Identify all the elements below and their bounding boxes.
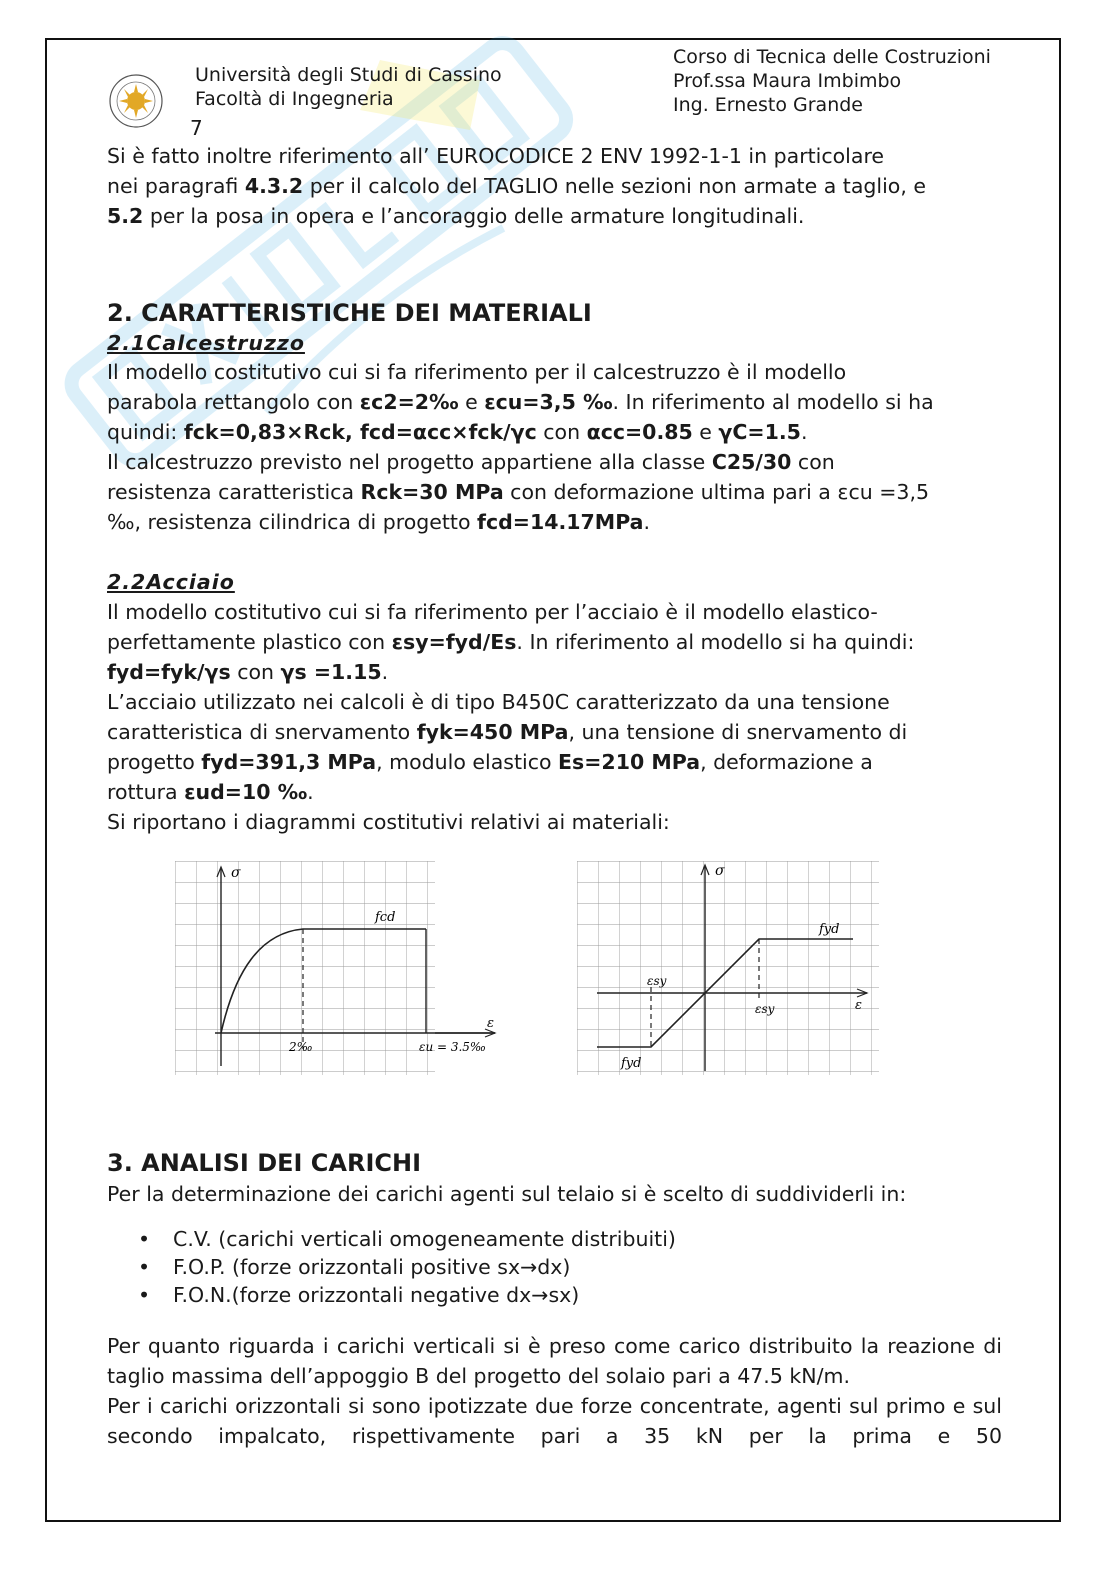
steel-line-3: fyd=fyk/γs con γs =1.15. xyxy=(107,660,389,684)
steel-line-2: perfettamente plastico con εsy=fyd/Es. In riferimento al modello si ha quindi: xyxy=(107,630,915,654)
concrete-line-4: Il calcestruzzo previsto nel progetto appartiene alla classe C25/30 con xyxy=(107,450,835,474)
faculty-name: Facoltà di Ingegneria xyxy=(195,88,394,110)
engineer-name: Ing. Ernesto Grande xyxy=(673,94,863,116)
list-item: • C.V. (carichi verticali omogeneamente distribuiti) xyxy=(107,1225,1002,1253)
concrete-line-2: parabola rettangolo con εc2=2‰ e εcu=3,5 ‰. In riferimento al modello si ha xyxy=(107,390,934,414)
concrete-fcd-label: fcd xyxy=(375,910,396,925)
page-content xyxy=(107,141,1002,1451)
concrete-heading: 2.1Calcestruzzo xyxy=(107,331,305,355)
university-name: Università degli Studi di Cassino xyxy=(195,64,502,86)
section-2-title: 2. CARATTERISTICHE DEI MATERIALI xyxy=(107,299,592,327)
steel-heading: 2.2Acciaio xyxy=(107,570,235,594)
list-item: • F.O.N.(forze orizzontali negative dx→sx) xyxy=(107,1281,1002,1309)
steel-line-1: Il modello costitutivo cui si fa riferimento per l’acciaio è il modello elastico- xyxy=(107,600,878,624)
university-seal-logo xyxy=(108,70,164,132)
load-types-list xyxy=(107,1225,1002,1309)
concrete-line-1: Il modello costitutivo cui si fa riferimento per il calcestruzzo è il modello xyxy=(107,360,847,384)
section-3-intro: Per la determinazione dei carichi agenti sul telaio si è scelto di suddividerli in: xyxy=(107,1182,907,1206)
grid xyxy=(577,861,879,1075)
vertical-loads-paragraph: Per quanto riguarda i carichi verticali si è preso come carico distribuito la reazione di taglio massima dell’appoggio B del progetto del solaio pari a 47.5 kN/m. xyxy=(107,1334,1002,1388)
steel-line-5: caratteristica di snervamento fyk=450 MPa, una tensione di snervamento di xyxy=(107,720,908,744)
professor-name: Prof.ssa Maura Imbimbo xyxy=(673,70,902,92)
steel-diagram xyxy=(577,861,879,1075)
steel-sigma-label: σ xyxy=(715,863,725,879)
concrete-line-5: resistenza caratteristica Rck=30 MPa con deformazione ultima pari a εcu =3,5 xyxy=(107,480,930,504)
horizontal-loads-paragraph: Per i carichi orizzontali si sono ipotizzate due forze concentrate, agenti sul primo e sul secondo impalcato, rispettivamente pari a 35 kN per la prima e 50 xyxy=(107,1394,1002,1448)
constitutive-diagrams xyxy=(107,861,1002,1117)
concrete-epsilon-label: ε xyxy=(487,1016,494,1031)
intro-line-1: Si è fatto inoltre riferimento all’ EUROCODICE 2 ENV 1992-1-1 in particolare xyxy=(107,144,885,168)
steel-esy-right-label: εsy xyxy=(755,1002,775,1016)
steel-epsilon-label: ε xyxy=(855,998,862,1013)
steel-line-8: Si riportano i diagrammi costitutivi relativi ai materiali: xyxy=(107,810,670,834)
concrete-sigma-label: σ xyxy=(231,865,241,881)
page-number: 7 xyxy=(190,116,203,140)
concrete-line-6: ‰, resistenza cilindrica di progetto fcd=14.17MPa. xyxy=(107,510,651,534)
steel-line-6: progetto fyd=391,3 MPa, modulo elastico Es=210 MPa, deformazione a xyxy=(107,750,873,774)
steel-esy-left-label: εsy xyxy=(647,974,667,988)
section-3-title: 3. ANALISI DEI CARICHI xyxy=(107,1149,422,1177)
intro-line-2: nei paragrafi 4.3.2 per il calcolo del TAGLIO nelle sezioni non armate a taglio, e xyxy=(107,174,926,198)
intro-line-3: 5.2 per la posa in opera e l’ancoraggio delle armature longitudinali. xyxy=(107,204,805,228)
list-item: • F.O.P. (forze orizzontali positive sx→dx) xyxy=(107,1253,1002,1281)
concrete-line-3: quindi: fck=0,83×Rck, fcd=αcc×fck/γc con αcc=0.85 e γC=1.5. xyxy=(107,420,808,444)
concrete-eu-label: εu = 3.5‰ xyxy=(419,1040,487,1054)
steel-fyd-negative-label: fyd xyxy=(621,1056,642,1071)
concrete-diagram xyxy=(175,861,487,1075)
steel-fyd-label: fyd xyxy=(819,922,840,937)
steel-line-4: L’acciaio utilizzato nei calcoli è di tipo B450C caratterizzato da una tensione xyxy=(107,690,890,714)
concrete-diagram-right-part xyxy=(435,861,505,1075)
course-name: Corso di Tecnica delle Costruzioni xyxy=(673,46,991,68)
concrete-2permil-label: 2‰ xyxy=(289,1040,313,1054)
steel-line-7: rottura εud=10 ‰. xyxy=(107,780,314,804)
